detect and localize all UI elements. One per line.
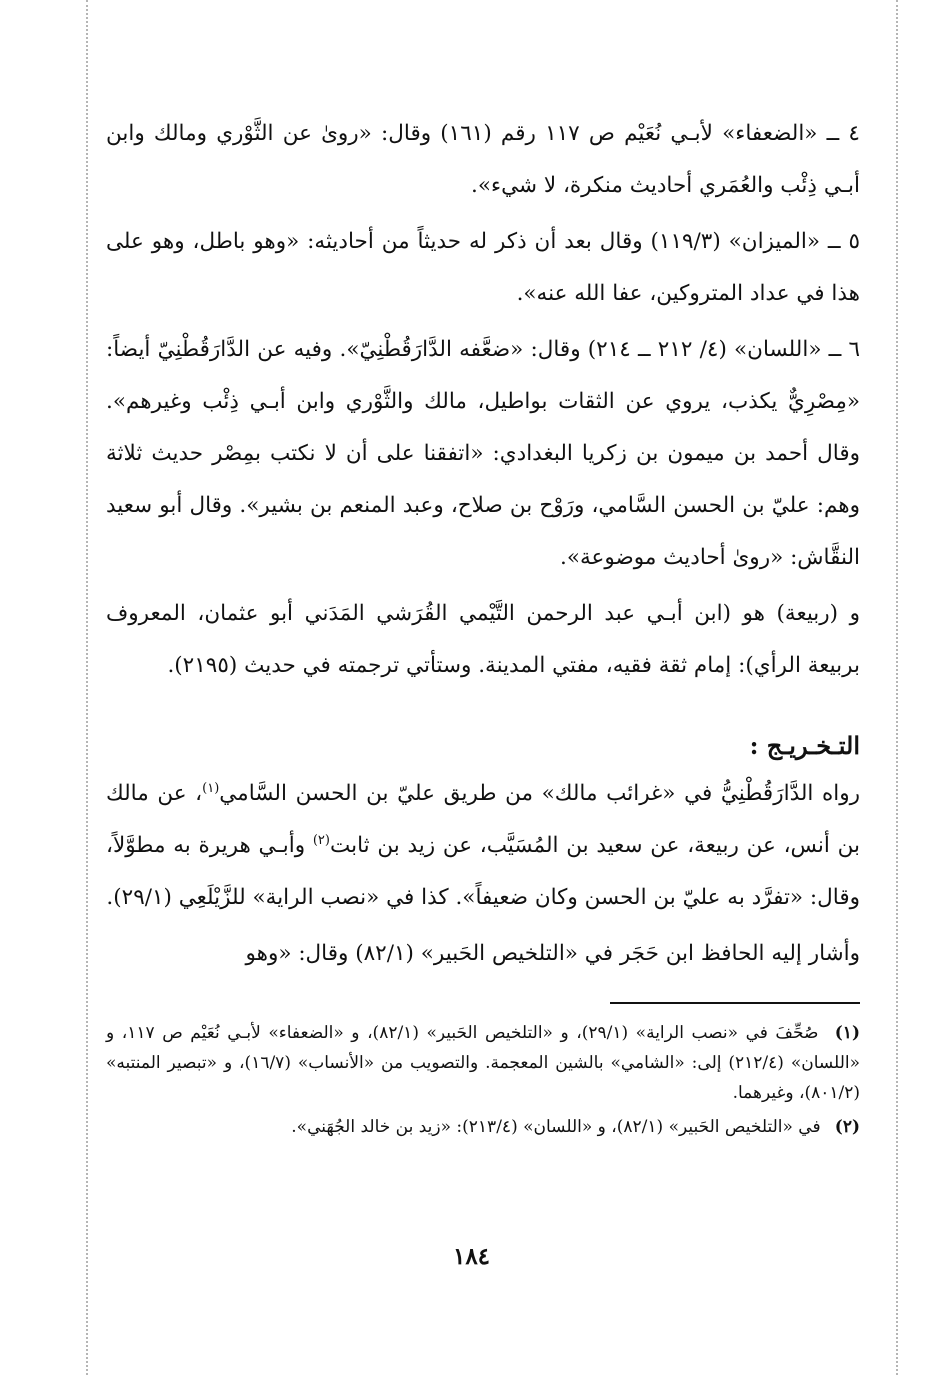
section-heading-takhrij: التـخـريـج :: [749, 731, 860, 760]
footnote-2-text: في «التلخيص الحَبير» (٨٢/١)، و «اللسان» (٢١٣/٤): «زيد بن خالد الجُهَني».: [291, 1117, 821, 1137]
footnote-2: [106, 1112, 860, 1142]
footnote-separator: [610, 1002, 860, 1004]
paragraph-du'afa: ٤ ــ «الضعفاء» لأبـي نُعَيْم ص ١١٧ رقم (١٦١) وقال: «روىٰ عن الثَّوْري ومالك وابن أبـي ذِئْب والعُمَري أحاديث منكرة، لا شيء».: [106, 121, 860, 198]
takhrij-text-part-1: رواه الدَّارَقُطْنِيُّ في «غرائب مالك» من طريق عليّ بن الحسن السَّامي: [219, 781, 860, 806]
footnote-1-number: (١): [834, 1023, 860, 1043]
footnote-ref-2[interactable]: (٢): [312, 832, 330, 848]
takhrij-text-part-3: وأبـي هريرة به مطوَّلاً، وقال: «تفرَّد به عليّ بن الحسن وكان ضعيفاً». كذا في «نصب الراية» للزَّيْلَعِي (٢٩/١).: [106, 833, 860, 910]
left-margin-dots: [86, 0, 88, 1375]
footnote-ref-1[interactable]: (١): [202, 780, 220, 796]
right-margin-dots: [896, 0, 898, 1375]
footnote-2-number: (٢): [834, 1117, 860, 1137]
page-number: ١٨٤: [452, 1243, 491, 1270]
paragraph-rabia: و (ربيعة) هو (ابن أبـي عبد الرحمن التَّيْمي القُرَشي المَدَني أبو عثمان، المعروف بربيعة الرأي): إمام ثقة فقيه، مفتي المدينة. وستأتي ترجمته في حديث (٢١٩٥).: [106, 601, 860, 678]
page-body: [106, 108, 860, 1146]
footnote-1-text: صُحِّفَ في «نصب الراية» (٢٩/١)، و «التلخيص الحَبير» (٨٢/١)، و «الضعفاء» لأبـي نُعَيْم ص ١١٧، و «اللسان» (٢١٢/٤) إلى: «الشامي» بالشين المعجمة. والتصويب من «الأنساب» (١٦/٧)، و «تبصير المنتبه» (٨٠١/٢)، وغيرهما.: [106, 1023, 860, 1103]
takhrij-text-part-2: ، عن مالك بن أنس، عن ربيعة، عن سعيد بن المُسَيَّب، عن زيد بن ثابت: [106, 781, 860, 858]
paragraph-mizan: ٥ ــ «الميزان» (١١٩/٣) وقال بعد أن ذكر له حديثاً من أحاديثه: «وهو باطل، وهو على هذا في عداد المتروكين، عفا الله عنه».: [106, 229, 860, 306]
footnote-1: [106, 1018, 860, 1108]
paragraph-lisan: ٦ ــ «اللسان» (٤/ ٢١٢ ــ ٢١٤) وقال: «ضعَّفه الدَّارَقُطْنِيّ». وفيه عن الدَّارَقُطْنِيّ أيضاً: «مِصْرِيٌّ يكذب، يروي عن الثقات بواطيل، مالك والثَّوْري وابن أبـي ذِئْب وغيرهم». وقال أحمد بن ميمون بن زكريا البغدادي: «اتفقنا على أن لا نكتب بمِصْر حديث ثلاثة وهم: عليّ بن الحسن السَّامي، ورَوْح بن صلاح، وعبد المنعم بن بشير». وقال أبو سعيد النقَّاش: «روىٰ أحاديث موضوعة».: [106, 337, 861, 570]
takhrij-paragraph-2: وأشار إليه الحافظ ابن حَجَر في «التلخيص الحَبير» (٨٢/١) وقال: «وهو: [245, 941, 860, 966]
takhrij-paragraph-1: [106, 768, 860, 924]
footnotes: [106, 1018, 860, 1142]
